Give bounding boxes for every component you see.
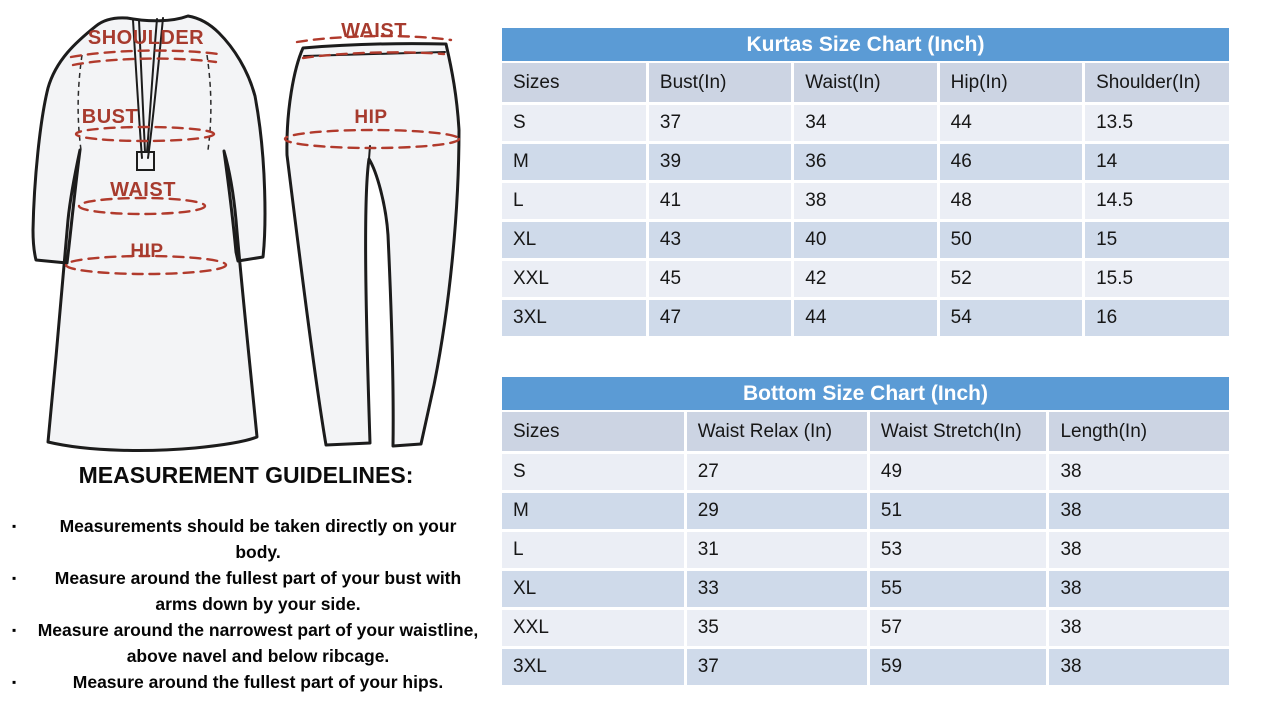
size-cell: S bbox=[502, 104, 647, 143]
value-cell: 45 bbox=[647, 260, 792, 299]
table-row bbox=[502, 143, 1229, 182]
leggings-hip-label: HIP bbox=[354, 107, 388, 128]
value-cell: 44 bbox=[793, 299, 938, 337]
value-cell: 13.5 bbox=[1084, 104, 1229, 143]
bottom-table-title: Bottom Size Chart (Inch) bbox=[502, 377, 1229, 410]
value-cell: 38 bbox=[1048, 570, 1229, 609]
kurtas-size-table bbox=[502, 61, 1229, 336]
value-cell: 37 bbox=[685, 648, 868, 686]
size-cell: XXL bbox=[502, 609, 685, 648]
value-cell: 14 bbox=[1084, 143, 1229, 182]
bottom-size-chart bbox=[502, 377, 1229, 685]
guideline-text: Measurements should be taken directly on your body. bbox=[59, 516, 457, 562]
value-cell: 38 bbox=[1048, 453, 1229, 492]
guideline-text: Measure around the fullest part of your bust with arms down by your side. bbox=[54, 568, 462, 614]
value-cell: 34 bbox=[793, 104, 938, 143]
size-cell: L bbox=[502, 531, 685, 570]
guideline-item bbox=[12, 669, 480, 695]
kurta-waist-label: WAIST bbox=[110, 179, 176, 201]
size-cell: 3XL bbox=[502, 648, 685, 686]
leggings-outline-illustration bbox=[287, 44, 459, 446]
kurtas-size-chart bbox=[502, 28, 1229, 336]
column-header-sizes: Sizes bbox=[502, 62, 647, 104]
bullet-square-icon bbox=[12, 669, 36, 695]
table-row bbox=[502, 221, 1229, 260]
value-cell: 39 bbox=[647, 143, 792, 182]
value-cell: 38 bbox=[1048, 609, 1229, 648]
value-cell: 38 bbox=[793, 182, 938, 221]
table-row bbox=[502, 492, 1229, 531]
table-row bbox=[502, 609, 1229, 648]
guideline-item bbox=[12, 513, 480, 565]
size-cell: S bbox=[502, 453, 685, 492]
table-row bbox=[502, 104, 1229, 143]
kurtas-header-row bbox=[502, 62, 1229, 104]
value-cell: 49 bbox=[868, 453, 1048, 492]
value-cell: 52 bbox=[938, 260, 1083, 299]
value-cell: 27 bbox=[685, 453, 868, 492]
column-header-shoulder: Shoulder(In) bbox=[1084, 62, 1229, 104]
size-cell: XL bbox=[502, 221, 647, 260]
value-cell: 36 bbox=[793, 143, 938, 182]
column-header-waist: Waist(In) bbox=[793, 62, 938, 104]
bullet-square-icon bbox=[12, 565, 36, 591]
value-cell: 50 bbox=[938, 221, 1083, 260]
value-cell: 37 bbox=[647, 104, 792, 143]
size-cell: M bbox=[502, 143, 647, 182]
size-cell: XXL bbox=[502, 260, 647, 299]
guideline-text: Measure around the fullest part of your hips. bbox=[72, 672, 444, 692]
value-cell: 54 bbox=[938, 299, 1083, 337]
table-row bbox=[502, 182, 1229, 221]
value-cell: 38 bbox=[1048, 492, 1229, 531]
value-cell: 35 bbox=[685, 609, 868, 648]
value-cell: 38 bbox=[1048, 531, 1229, 570]
value-cell: 42 bbox=[793, 260, 938, 299]
value-cell: 43 bbox=[647, 221, 792, 260]
value-cell: 48 bbox=[938, 182, 1083, 221]
value-cell: 15.5 bbox=[1084, 260, 1229, 299]
column-header-waist-stretch: Waist Stretch(In) bbox=[868, 411, 1048, 453]
guideline-item bbox=[12, 565, 480, 617]
value-cell: 31 bbox=[685, 531, 868, 570]
guidelines-list bbox=[0, 513, 480, 695]
column-header-waist-relax: Waist Relax (In) bbox=[685, 411, 868, 453]
size-tables-panel bbox=[502, 28, 1229, 685]
kurta-bust-label: BUST bbox=[81, 106, 139, 128]
column-header-length: Length(In) bbox=[1048, 411, 1229, 453]
value-cell: 57 bbox=[868, 609, 1048, 648]
bullet-square-icon bbox=[12, 513, 36, 539]
size-cell: 3XL bbox=[502, 299, 647, 337]
value-cell: 38 bbox=[1048, 648, 1229, 686]
table-row bbox=[502, 648, 1229, 686]
value-cell: 59 bbox=[868, 648, 1048, 686]
value-cell: 53 bbox=[868, 531, 1048, 570]
table-row bbox=[502, 531, 1229, 570]
value-cell: 41 bbox=[647, 182, 792, 221]
size-cell: XL bbox=[502, 570, 685, 609]
garment-measurement-diagram bbox=[0, 0, 492, 458]
bottom-header-row bbox=[502, 411, 1229, 453]
guideline-item bbox=[12, 617, 480, 669]
column-header-sizes: Sizes bbox=[502, 411, 685, 453]
size-cell: L bbox=[502, 182, 647, 221]
value-cell: 15 bbox=[1084, 221, 1229, 260]
value-cell: 33 bbox=[685, 570, 868, 609]
leggings-waist-label: WAIST bbox=[341, 20, 407, 42]
value-cell: 51 bbox=[868, 492, 1048, 531]
table-row bbox=[502, 570, 1229, 609]
value-cell: 40 bbox=[793, 221, 938, 260]
measurement-diagram-panel bbox=[0, 0, 492, 720]
kurta-shoulder-label: SHOULDER bbox=[87, 27, 205, 49]
value-cell: 16 bbox=[1084, 299, 1229, 337]
value-cell: 44 bbox=[938, 104, 1083, 143]
guideline-text: Measure around the narrowest part of your waistline, above navel and below ribcage. bbox=[37, 620, 479, 666]
kurta-outline-illustration bbox=[33, 16, 265, 450]
kurta-hip-label: HIP bbox=[130, 241, 164, 262]
kurtas-table-title: Kurtas Size Chart (Inch) bbox=[502, 28, 1229, 61]
guidelines-title: MEASUREMENT GUIDELINES: bbox=[78, 462, 414, 488]
table-row bbox=[502, 453, 1229, 492]
bullet-square-icon bbox=[12, 617, 36, 643]
value-cell: 14.5 bbox=[1084, 182, 1229, 221]
value-cell: 55 bbox=[868, 570, 1048, 609]
table-row bbox=[502, 299, 1229, 337]
table-row bbox=[502, 260, 1229, 299]
size-cell: M bbox=[502, 492, 685, 531]
value-cell: 29 bbox=[685, 492, 868, 531]
bottom-size-table bbox=[502, 410, 1229, 685]
value-cell: 46 bbox=[938, 143, 1083, 182]
value-cell: 47 bbox=[647, 299, 792, 337]
column-header-hip: Hip(In) bbox=[938, 62, 1083, 104]
column-header-bust: Bust(In) bbox=[647, 62, 792, 104]
